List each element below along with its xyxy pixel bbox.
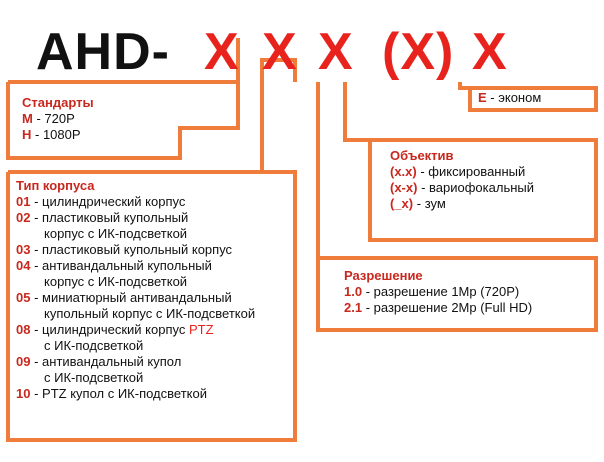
housing-item: 01 - цилиндрический корпус — [16, 194, 186, 209]
housing-item: 02 - пластиковый купольный — [16, 210, 189, 225]
housing-item-cont: купольный корпус с ИК-подсветкой — [44, 306, 256, 321]
lens-heading: Объектив — [390, 148, 454, 163]
resolution-heading: Разрешение — [344, 268, 423, 283]
lens-panel — [390, 148, 534, 212]
housing-item-cont: с ИК-подсветкой — [44, 370, 144, 385]
standards-text: 1080P — [42, 127, 81, 142]
lens-item: (_x) - зум — [390, 196, 446, 211]
standards-code: H — [22, 127, 32, 142]
economy-panel: E - эконом — [478, 90, 542, 105]
housing-heading: Тип корпуса — [16, 178, 95, 193]
housing-item-cont: корпус с ИК-подсветкой — [44, 226, 188, 241]
standards-item: H - 1080P — [22, 127, 81, 142]
standards-code: M — [22, 111, 33, 126]
economy-text: эконом — [498, 90, 542, 105]
economy-code: E — [478, 90, 487, 105]
resolution-panel — [344, 268, 532, 316]
standards-text: 720P — [44, 111, 75, 126]
ptz-label: PTZ — [188, 322, 214, 337]
standards-item: M - 720P — [22, 111, 75, 126]
housing-item: 04 - антивандальный купольный — [16, 258, 212, 273]
standards-heading: Стандарты — [22, 95, 94, 110]
title-prefix: AHD- — [36, 23, 170, 81]
resolution-item: 1.0 - разрешение 1Mp (720P) — [344, 284, 520, 299]
title-letter-standard: X — [204, 23, 240, 81]
title-letter-economy: X — [472, 23, 508, 81]
housing-item: 09 - антивандальный купол — [16, 354, 182, 369]
lens-item: (x.x) - фиксированный — [390, 164, 526, 179]
title-letter-housing: X — [262, 23, 298, 81]
housing-item: 05 - миниатюрный антивандальный — [16, 290, 232, 305]
title-letter-lens: (X) — [382, 23, 455, 81]
housing-item: 10 - PTZ купол с ИК-подсветкой — [16, 386, 207, 401]
housing-panel — [16, 178, 255, 402]
model-code-title — [36, 23, 170, 81]
housing-item-cont: корпус с ИК-подсветкой — [44, 274, 188, 289]
housing-item: 08 - цилиндрический корпус PTZ — [16, 322, 214, 337]
standards-panel — [22, 95, 94, 143]
lens-item: (x-x) - вариофокальный — [390, 180, 534, 195]
housing-item-cont: с ИК-подсветкой — [44, 338, 144, 353]
title-letter-resolution: X — [318, 23, 354, 81]
resolution-item: 2.1 - разрешение 2Mp (Full HD) — [344, 300, 533, 315]
housing-item: 03 - пластиковый купольный корпус — [16, 242, 233, 257]
